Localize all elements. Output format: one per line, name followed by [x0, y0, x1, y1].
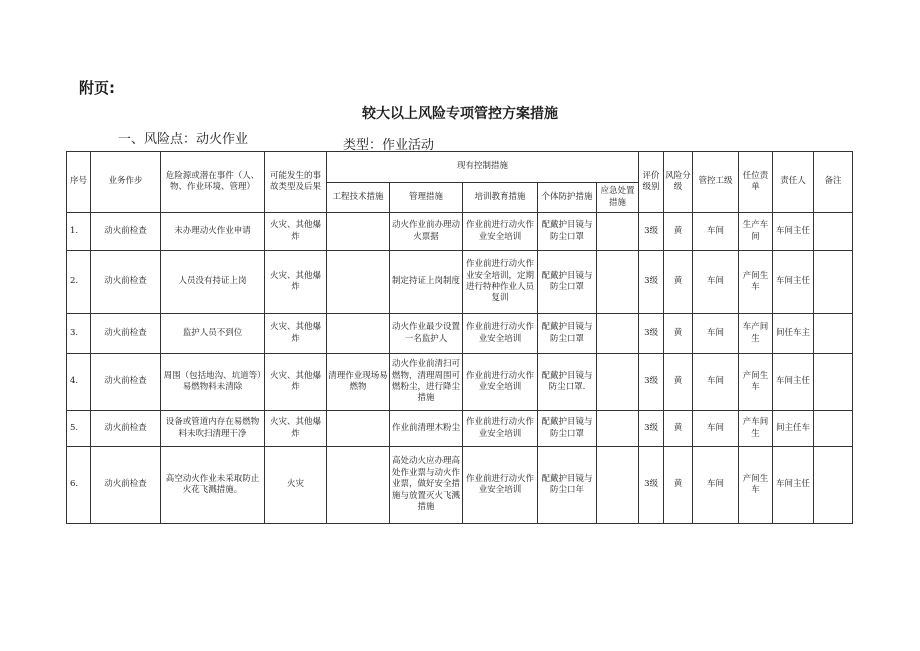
cell-hazard: 设备或管道内存在易燃物料未吹扫清理干净 [161, 411, 265, 447]
header-person: 责任人 [773, 152, 814, 213]
cell-mgmt: 动火作业最少设置一名监护人 [390, 314, 463, 354]
cell-step: 动火前检查 [91, 314, 161, 354]
cell-training: 作业前进行动火作业安全培训 [463, 354, 538, 411]
cell-eng [327, 314, 390, 354]
cell-person: 车间主任 [773, 354, 814, 411]
cell-eval: 3级 [639, 251, 664, 314]
cell-mgmt: 制定持证上岗制度 [390, 251, 463, 314]
cell-training: 作业前进行动火作业安全培训 [463, 314, 538, 354]
cell-mgmt: 高处动火应办理高处作业票与动火作业票，做好安全措施与放置灭火飞溅措施 [390, 447, 463, 524]
cell-mgmt: 作业前清理木粉尘 [390, 411, 463, 447]
cell-dept: 产间生车 [739, 447, 773, 524]
cell-risk: 黄 [664, 213, 693, 251]
cell-note [814, 314, 853, 354]
cell-eval: 3级 [639, 411, 664, 447]
cell-eng [327, 213, 390, 251]
cell-emergency [597, 354, 639, 411]
header-eval: 评价级别 [639, 152, 664, 213]
cell-person: 车间主任 [773, 251, 814, 314]
cell-eval: 3级 [639, 213, 664, 251]
cell-ctrl: 车间 [693, 354, 739, 411]
cell-seq: 2. [67, 251, 91, 314]
cell-person: 车间主任 [773, 213, 814, 251]
cell-note [814, 213, 853, 251]
cell-hazard: 监护人员不到位 [161, 314, 265, 354]
cell-emergency [597, 213, 639, 251]
cell-step: 动火前检查 [91, 213, 161, 251]
cell-accident: 火灾、其他爆炸 [265, 411, 327, 447]
cell-eng [327, 251, 390, 314]
cell-step: 动火前检查 [91, 354, 161, 411]
document-title: 较大以上风险专项管控方案措施 [362, 106, 558, 122]
cell-accident: 火灾、其他爆炸 [265, 314, 327, 354]
cell-hazard: 周围（包括地沟、坑道等）易燃物料未清除 [161, 354, 265, 411]
cell-person: 间主任车 [773, 411, 814, 447]
table-row [67, 314, 853, 354]
cell-ctrl: 车间 [693, 213, 739, 251]
table-row [67, 411, 853, 447]
cell-emergency [597, 251, 639, 314]
cell-risk: 黄 [664, 411, 693, 447]
cell-accident: 火灾、其他爆炸 [265, 251, 327, 314]
header-ctrl-level: 管控工级 [693, 152, 739, 213]
cell-note [814, 354, 853, 411]
table-row [67, 213, 853, 251]
appendix-label: 附页: [79, 79, 115, 97]
header-accident: 可能发生的事故类型及后果 [265, 152, 327, 213]
cell-eval: 3级 [639, 354, 664, 411]
cell-dept: 产车间生 [739, 411, 773, 447]
risk-point-heading: 一、风险点：动火作业 [118, 132, 249, 147]
cell-seq: 5. [67, 411, 91, 447]
cell-dept: 产间生车 [739, 251, 773, 314]
cell-accident: 火灾、其他爆炸 [265, 354, 327, 411]
cell-dept: 生产车间 [739, 213, 773, 251]
cell-ppe: 配戴护目镜与防尘口罩 [538, 251, 597, 314]
cell-ctrl: 车间 [693, 314, 739, 354]
cell-hazard: 高空动火作业未采取防止火花飞溅措施。 [161, 447, 265, 524]
cell-person: 间任车主 [773, 314, 814, 354]
header-training: 培训教育措施 [463, 183, 538, 213]
header-eng: 工程技术措施 [327, 183, 390, 213]
cell-eval: 3级 [639, 314, 664, 354]
cell-training: 作业前进行动火作业安全培训 [463, 213, 538, 251]
cell-seq: 1. [67, 213, 91, 251]
category-label: 类型：作业活动 [343, 138, 435, 153]
cell-training: 作业前进行动火作业安全培训 [463, 447, 538, 524]
cell-ctrl: 车间 [693, 447, 739, 524]
cell-step: 动火前检查 [91, 411, 161, 447]
cell-emergency [597, 411, 639, 447]
cell-mgmt: 动火作业前办理动火票据 [390, 213, 463, 251]
cell-risk: 黄 [664, 447, 693, 524]
header-seq: 序号 [67, 152, 91, 213]
cell-note [814, 447, 853, 524]
cell-eng [327, 447, 390, 524]
cell-mgmt: 动火作业前清扫可燃物，清理周围可燃粉尘，进行降尘措施 [390, 354, 463, 411]
cell-seq: 3. [67, 314, 91, 354]
cell-ctrl: 车间 [693, 411, 739, 447]
cell-eng [327, 411, 390, 447]
cell-dept: 车产间生 [739, 314, 773, 354]
cell-accident: 火灾、其他爆炸 [265, 213, 327, 251]
cell-step: 动火前检查 [91, 251, 161, 314]
cell-risk: 黄 [664, 314, 693, 354]
header-mgmt: 管理措施 [390, 183, 463, 213]
cell-eval: 3级 [639, 447, 664, 524]
header-step: 业务作步 [91, 152, 161, 213]
cell-ppe: 配戴护目镜与防尘口罩. [538, 354, 597, 411]
header-note: 备注 [814, 152, 853, 213]
header-emergency: 应急处置措施 [597, 183, 639, 213]
cell-hazard: 人员没有持证上岗 [161, 251, 265, 314]
cell-hazard: 未办理动火作业申请 [161, 213, 265, 251]
cell-ppe: 配戴护目镜与防尘口罩 [538, 411, 597, 447]
cell-accident: 火灾 [265, 447, 327, 524]
cell-dept: 产间生车 [739, 354, 773, 411]
cell-emergency [597, 314, 639, 354]
header-controls: 现有控制措施 [327, 152, 639, 183]
cell-emergency [597, 447, 639, 524]
cell-ppe: 配戴护目镜与防尘口罩 [538, 314, 597, 354]
table-row [67, 447, 853, 524]
cell-ppe: 配戴护目镜与防尘口罩 [538, 213, 597, 251]
cell-training: 作业前进行动火作业安全培训，定期进行特种作业人员复训 [463, 251, 538, 314]
header-hazard: 危险源或潜在事件（人、物、作业环境、管理） [161, 152, 265, 213]
cell-seq: 6. [67, 447, 91, 524]
cell-note [814, 251, 853, 314]
cell-risk: 黄 [664, 354, 693, 411]
header-row-top [67, 152, 853, 183]
cell-ctrl: 车间 [693, 251, 739, 314]
cell-step: 动火前检查 [91, 447, 161, 524]
cell-risk: 黄 [664, 251, 693, 314]
cell-seq: 4. [67, 354, 91, 411]
header-dept: 任位责单 [739, 152, 773, 213]
cell-person: 车间主任 [773, 447, 814, 524]
cell-note [814, 411, 853, 447]
table-row [67, 354, 853, 411]
cell-training: 作业前进行动火作业安全培训 [463, 411, 538, 447]
cell-ppe: 配戴护目镜与防尘口年 [538, 447, 597, 524]
risk-control-table [66, 151, 853, 524]
header-ppe: 个体防护措施 [538, 183, 597, 213]
table-row [67, 251, 853, 314]
header-risk-level: 风险分级 [664, 152, 693, 213]
cell-eng: 清理作业现场易燃物 [327, 354, 390, 411]
